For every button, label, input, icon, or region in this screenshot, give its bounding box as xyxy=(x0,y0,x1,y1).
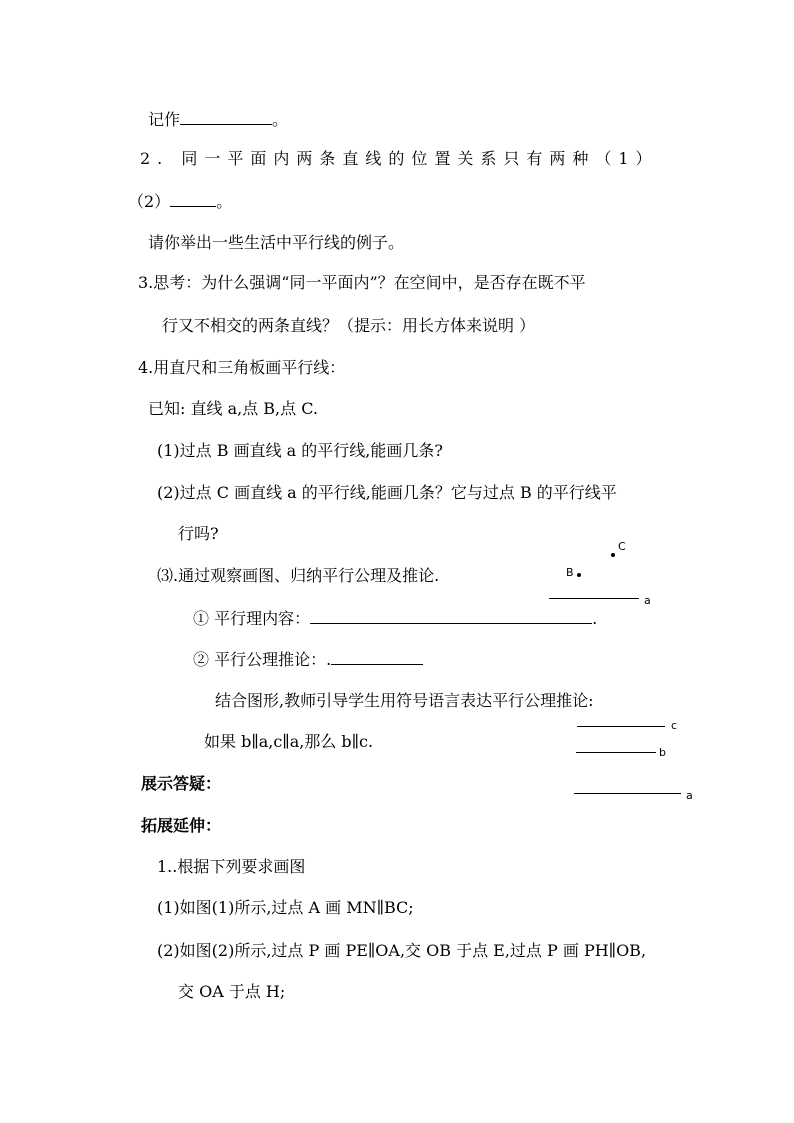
line-c-label: c xyxy=(671,719,678,732)
answer-blank[interactable] xyxy=(310,607,592,624)
text-line-10: (2)过点 C 画直线 a 的平行线,能画几条？它与过点 B 的平行线平 xyxy=(157,483,617,502)
point-c-dot xyxy=(611,553,615,557)
answer-blank[interactable] xyxy=(180,108,272,125)
section-heading-extension: 拓展延伸： xyxy=(141,816,222,835)
text-line-3 xyxy=(128,190,232,213)
text-line-19: (2)如图(2)所示,过点 P 画 PE∥OA,交 OB 于点 E,过点 P 画 PH∥OB, xyxy=(157,941,647,960)
line-1-text: 记作 xyxy=(148,110,181,129)
line-a-2 xyxy=(574,793,681,794)
line-a-2-label: a xyxy=(686,789,693,802)
line-13-end: . xyxy=(592,609,598,628)
text-line-16: 如果 b∥a,c∥a,那么 b∥c. xyxy=(204,732,374,751)
text-line-9: (1)过点 B 画直线 a 的平行线,能画几条? xyxy=(157,441,443,460)
line-3-text: （2） xyxy=(128,192,171,211)
answer-blank[interactable] xyxy=(331,648,423,665)
line-b-label: b xyxy=(659,746,666,759)
line-c xyxy=(577,726,665,727)
line-a-label: a xyxy=(644,594,651,607)
line-a xyxy=(549,598,639,599)
line-13-text: ① 平行理内容： xyxy=(193,609,311,628)
text-line-15: 结合图形,教师引导学生用符号语言表达平行公理推论: xyxy=(215,691,594,710)
text-line-1 xyxy=(148,108,288,131)
text-line-2: 2. 同一平面内两条直线的位置关系只有两种（1） xyxy=(140,149,659,168)
text-line-18: (1)如图(1)所示,过点 A 画 MN∥BC; xyxy=(157,898,414,917)
answer-blank[interactable] xyxy=(170,190,216,207)
point-c-label: C xyxy=(618,540,626,553)
text-line-14 xyxy=(193,648,423,671)
text-line-6: 行又不相交的两条直线？（提示：用长方体来说明 ） xyxy=(162,316,536,335)
text-line-5: 3.思考：为什么强调“同一平面内”？在空间中，是否存在既不平 xyxy=(138,273,586,292)
text-line-17: 1..根据下列要求画图 xyxy=(157,857,306,876)
text-line-7: 4.用直尺和三角板画平行线： xyxy=(138,358,346,377)
point-b-label: B xyxy=(566,566,574,579)
section-heading-show-answers: 展示答疑： xyxy=(141,774,222,793)
text-line-13 xyxy=(193,607,597,630)
text-line-12: ⑶.通过观察画图、归纳平行公理及推论. xyxy=(157,566,440,585)
text-line-4: 请你举出一些生活中平行线的例子。 xyxy=(148,233,405,252)
line-14-text: ② 平行公理推论：. xyxy=(193,650,332,669)
line-b xyxy=(576,752,656,753)
point-b-dot xyxy=(577,573,581,577)
text-line-8: 已知: 直线 a,点 B,点 C. xyxy=(148,399,318,418)
line-3-end: 。 xyxy=(216,192,233,211)
text-line-11: 行吗? xyxy=(178,524,219,543)
line-1-end: 。 xyxy=(272,110,289,129)
text-line-20: 交 OA 于点 H; xyxy=(178,982,286,1001)
